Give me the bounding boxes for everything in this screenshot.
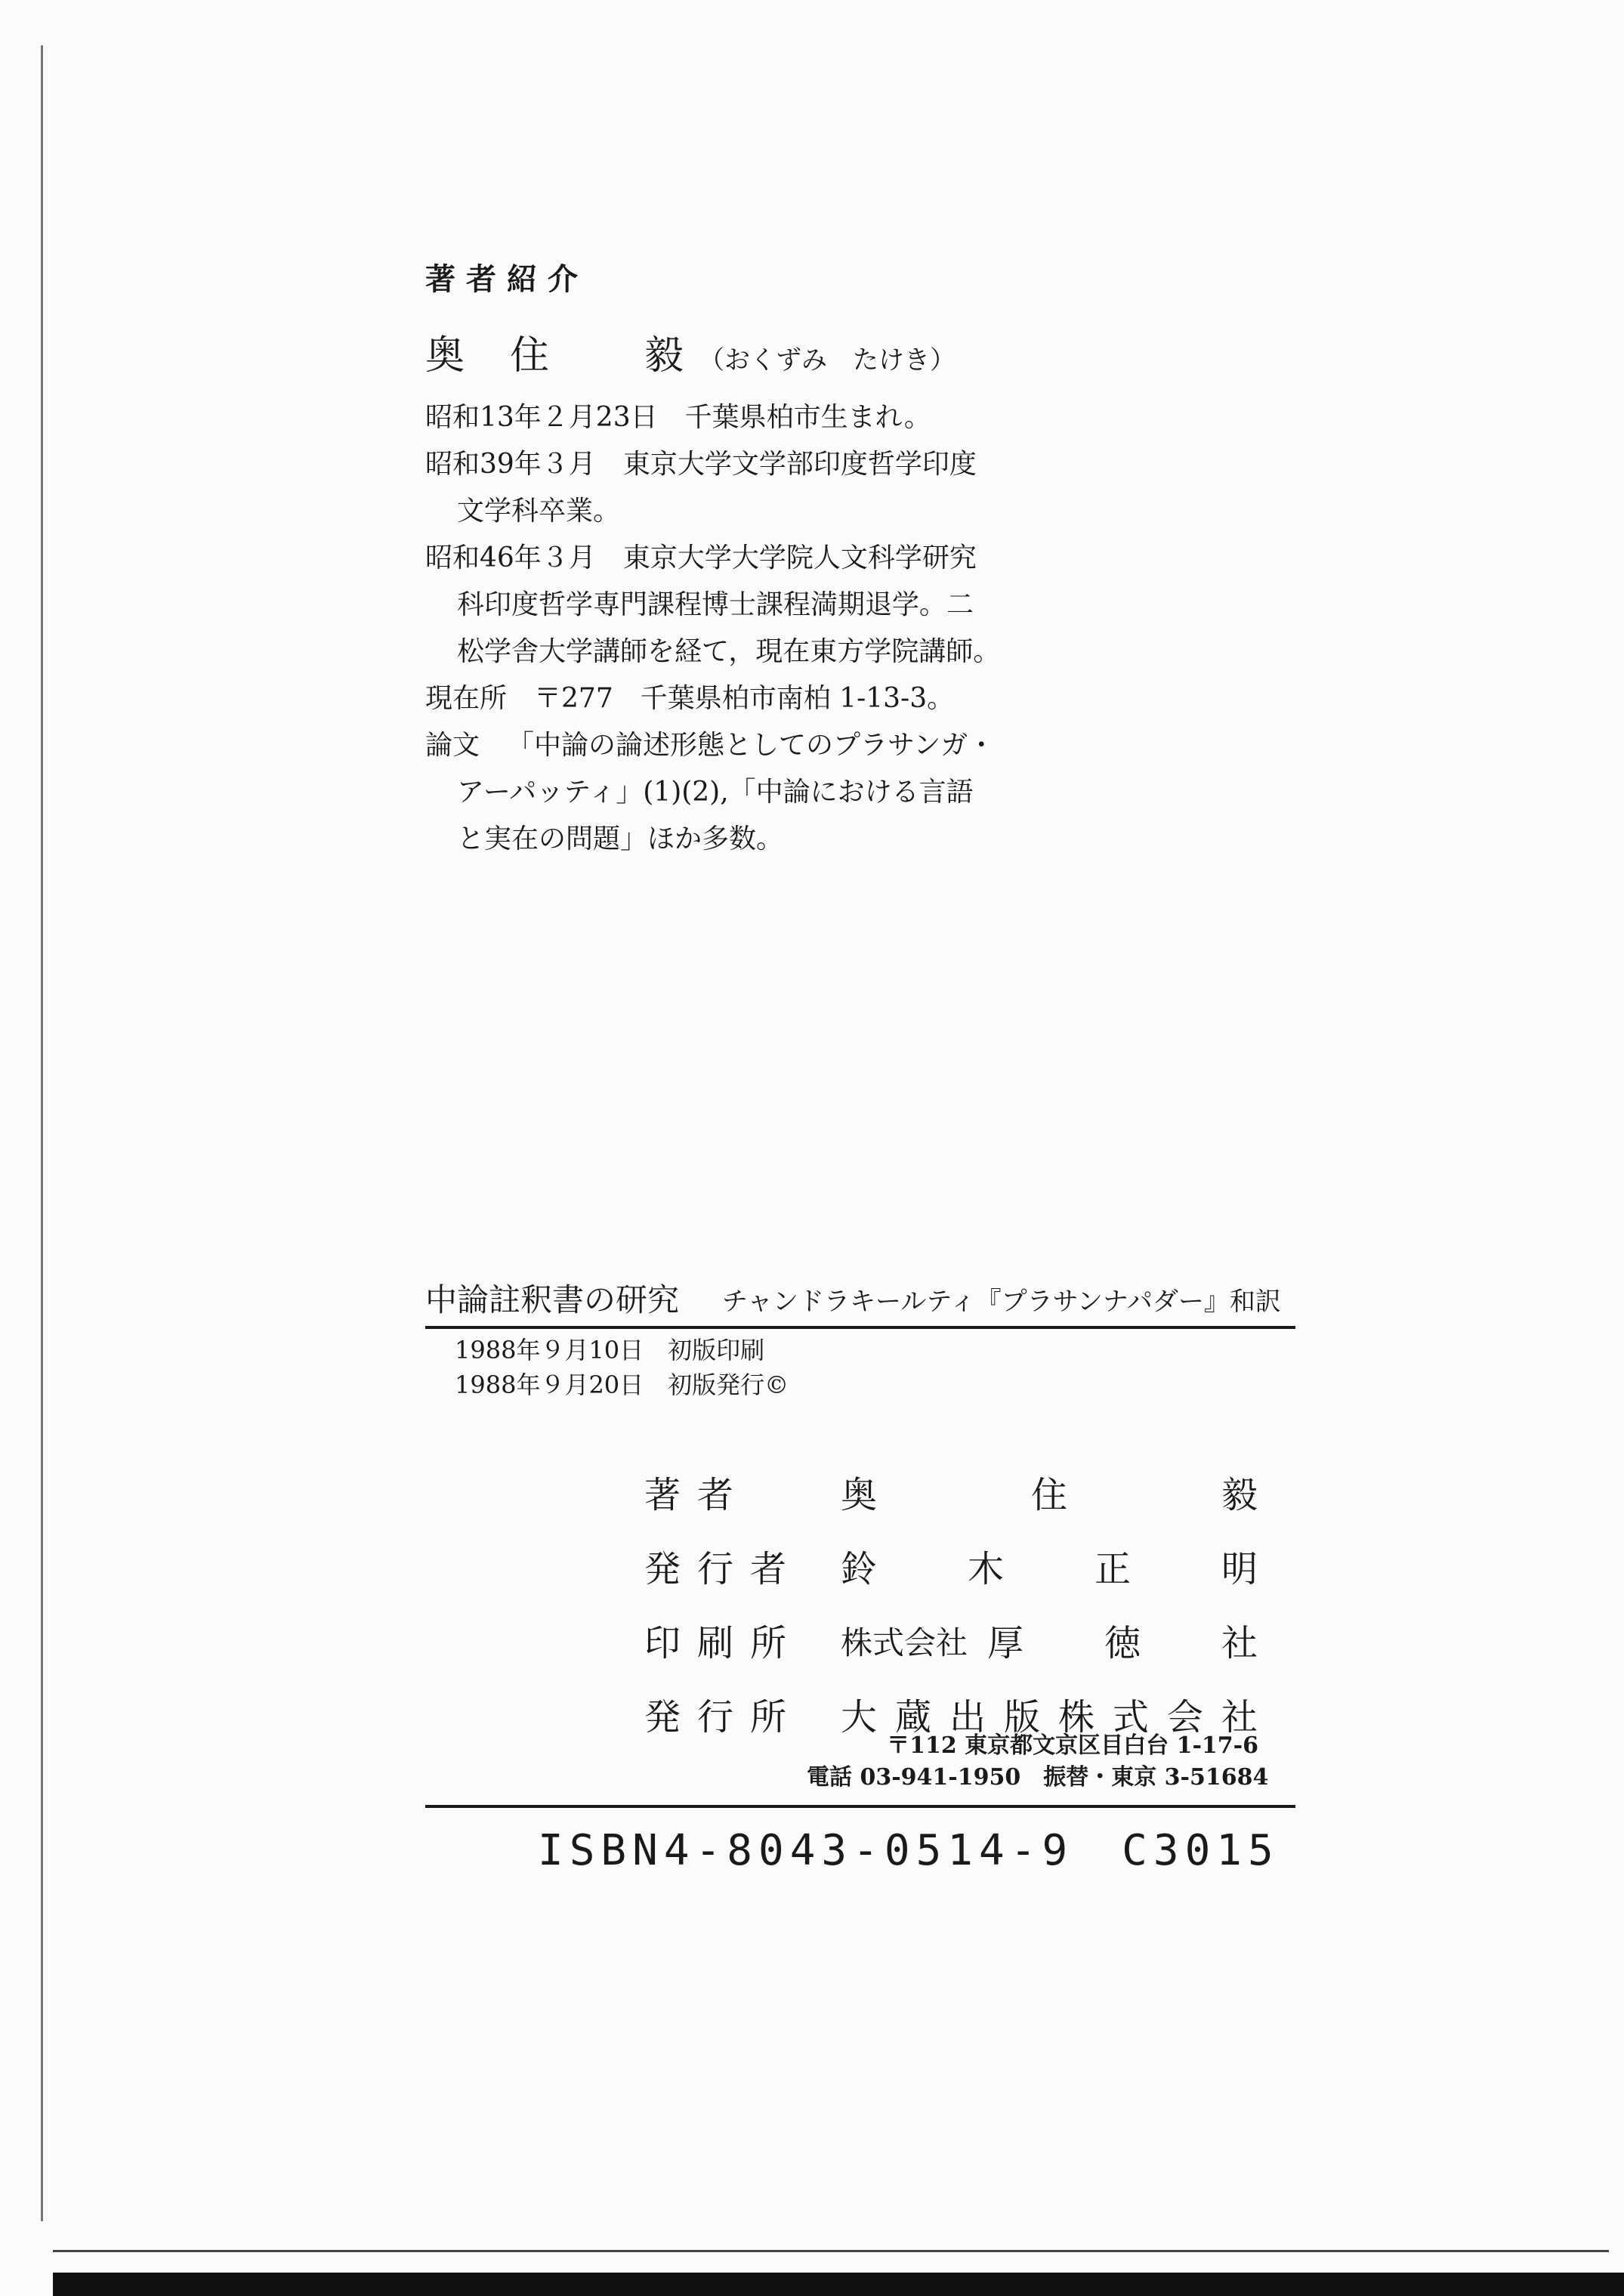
author-intro-heading: 著者紹介 — [425, 261, 588, 297]
book-subtitle: チャンドラキールティ『プラサンナパダー』和訳 — [722, 1287, 1281, 1317]
bio-text: 「中論の論述形態としてのプラサンガ・ — [507, 730, 996, 761]
bio-line — [425, 675, 1000, 722]
publisher-contact — [807, 1730, 1269, 1794]
credit-char: 式 — [1112, 1696, 1149, 1738]
print-date: 1988年９月10日 初版印刷 — [455, 1336, 765, 1364]
credit-char: 正 — [1094, 1548, 1131, 1590]
author-name — [425, 323, 956, 380]
credit-label: 著者 — [644, 1474, 751, 1516]
credit-char: 木 — [967, 1548, 1004, 1590]
bio-text: 松学舎大学講師を経て，現在東方学院講師。 — [457, 636, 1001, 667]
credit-char: 社 — [1221, 1696, 1258, 1738]
credit-char: 社 — [1221, 1622, 1258, 1664]
bio-line — [425, 722, 1000, 769]
bio-text: 〒277 千葉県柏市南柏 1-13-3。 — [534, 683, 955, 714]
credit-char: 株 — [1057, 1696, 1095, 1738]
credit-char: 蔵 — [894, 1696, 931, 1738]
bio-text: 東京大学文学部印度哲学印度 — [622, 449, 977, 480]
bio-line — [425, 582, 1000, 629]
bio-date: 論文 — [425, 730, 480, 761]
book-title: 中論註釈書の研究 — [425, 1281, 680, 1318]
publisher-phone: 電話 03-941-1950 振替・東京 3-51684 — [807, 1764, 1269, 1791]
bio-date: 現在所 — [425, 683, 508, 714]
credit-char: 版 — [1003, 1696, 1040, 1738]
isbn-code: ISBN4-8043-0514-9 C3015 — [538, 1826, 1280, 1875]
bio-line — [425, 535, 1000, 582]
bio-line — [425, 394, 1000, 441]
title-rule — [425, 1326, 1295, 1329]
author-name-reading: （おくずみ たけき） — [699, 345, 956, 375]
credit-char: 徳 — [1104, 1622, 1141, 1664]
bio-line — [425, 769, 1000, 816]
credit-char: 住 — [1030, 1474, 1067, 1516]
credit-author — [644, 1458, 1258, 1532]
bio-text: 千葉県柏市生まれ。 — [684, 402, 931, 433]
bio-date: 昭和46年３月 — [425, 542, 596, 573]
credit-prefix: 株式会社 — [841, 1624, 968, 1661]
publish-date: 1988年９月20日 初版発行© — [455, 1370, 789, 1399]
publication-dates — [455, 1333, 789, 1402]
credit-char: 出 — [949, 1696, 986, 1738]
publisher-address: 〒112 東京都文京区目白台 1-17-6 — [887, 1732, 1258, 1759]
scan-left-edge — [41, 45, 43, 2221]
credit-char: 明 — [1221, 1548, 1258, 1590]
bio-date: 昭和13年２月23日 — [425, 402, 658, 433]
author-biography — [425, 394, 1000, 863]
bio-text: と実在の問題」ほか多数。 — [457, 824, 784, 854]
credit-publisher-person — [644, 1532, 1258, 1606]
bio-line — [425, 629, 1000, 675]
credit-label: 発行所 — [644, 1696, 804, 1738]
bio-line — [425, 816, 1000, 863]
bio-line — [425, 488, 1000, 535]
scan-bottom-line — [53, 2250, 1609, 2252]
credit-label: 発行者 — [644, 1548, 804, 1590]
credit-char: 毅 — [1221, 1474, 1258, 1516]
bio-text: 科印度哲学専門課程博士課程満期退学。二 — [457, 589, 974, 620]
credit-char: 大 — [841, 1696, 878, 1738]
bio-line — [425, 441, 1000, 488]
bio-text: アーパッティ」(1)(2),「中論における言語 — [457, 777, 974, 808]
bio-text: 文学科卒業。 — [457, 496, 621, 527]
colophon-credits — [644, 1458, 1258, 1754]
credit-char: 奥 — [841, 1474, 878, 1516]
author-family-name: 奥住 — [425, 333, 595, 379]
isbn-rule — [425, 1805, 1295, 1808]
credit-label: 印刷所 — [644, 1622, 804, 1664]
credit-char: 鈴 — [841, 1548, 878, 1590]
credit-char: 会 — [1166, 1696, 1203, 1738]
credit-char: 厚 — [987, 1622, 1024, 1664]
credit-printer — [644, 1606, 1258, 1680]
bio-date: 昭和39年３月 — [425, 449, 596, 480]
author-given-name: 毅 — [644, 333, 684, 379]
bio-text: 東京大学大学院人文科学研究 — [622, 542, 977, 573]
scan-bottom-bar — [53, 2273, 1624, 2296]
